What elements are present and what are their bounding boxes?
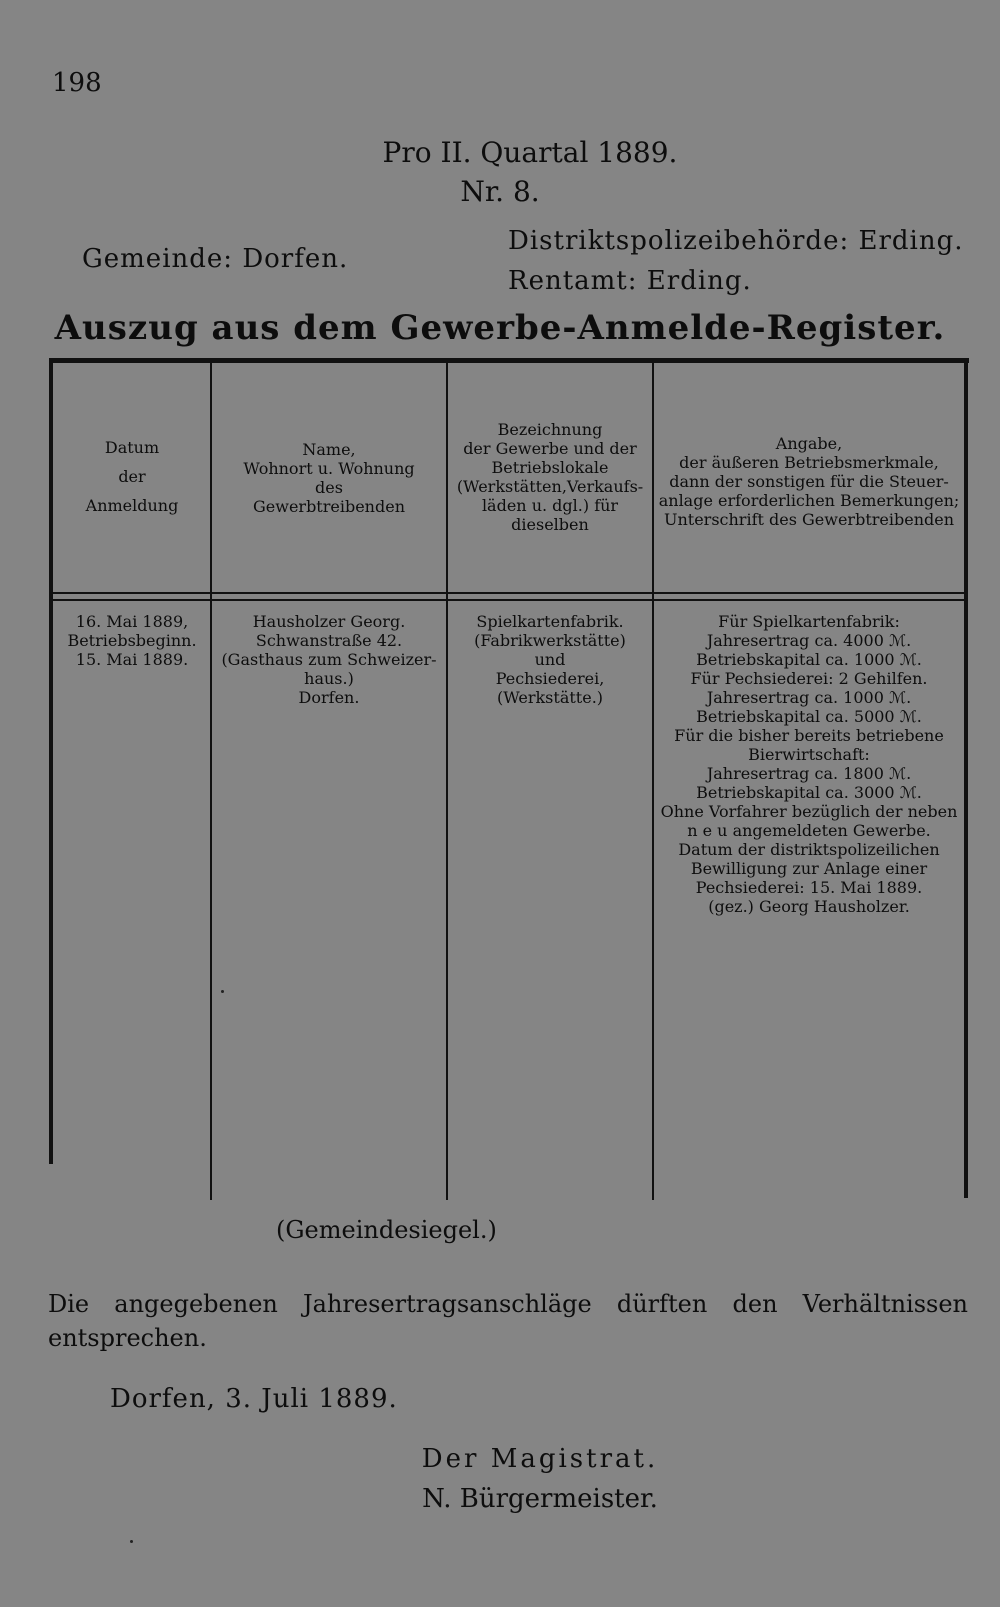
header-rule-2 — [53, 599, 964, 601]
cell-name-line: haus.) — [304, 669, 354, 688]
header-business-line: (Werkstätten,Verkaufs- — [456, 477, 644, 496]
cell-business-line: Spielkartenfabrik. — [476, 612, 624, 631]
cell-remarks-line: Bewilligung zur Anlage einer — [690, 859, 928, 878]
cell-remarks-line: Für Pechsiederei: 2 Gehilfen. — [690, 669, 928, 688]
ink-speck — [221, 990, 224, 993]
column-divider-2 — [446, 362, 448, 1200]
cell-remarks — [656, 612, 962, 916]
gemeinde-label: Gemeinde: Dorfen. — [82, 244, 349, 274]
table-left-border — [49, 358, 53, 1164]
header-name-line: Gewerbtreibenden — [253, 497, 405, 516]
cell-remarks-line: Bierwirtschaft: — [748, 745, 870, 764]
cell-date — [56, 612, 208, 669]
cell-remarks-line: Jahresertrag ca. 1000 ℳ. — [706, 688, 912, 707]
header-business-line: Bezeichnung — [497, 420, 603, 439]
cell-remarks-line: Datum der distriktspolizeilichen — [678, 840, 940, 859]
cell-business-line: (Werkstätte.) — [496, 688, 604, 707]
district-authority: Distriktspolizeibehörde: Erding. — [508, 226, 964, 256]
cell-name-line: Hausholzer Georg. — [252, 612, 406, 631]
cell-date-line: Betriebsbeginn. — [67, 631, 197, 650]
cell-remarks-line: (gez.) Georg Hausholzer. — [708, 897, 910, 916]
cell-name-line: (Gasthaus zum Schweizer- — [221, 650, 437, 669]
header-business — [450, 420, 650, 534]
header-business-line: der Gewerbe und der — [463, 439, 637, 458]
header-remarks-line: Angabe, — [775, 434, 843, 453]
place-and-date: Dorfen, 3. Juli 1889. — [110, 1384, 398, 1414]
municipal-seal-note: (Gemeindesiegel.) — [276, 1216, 497, 1244]
mayor-signature: N. Bürgermeister. — [422, 1484, 658, 1514]
header-date-line: der — [118, 467, 146, 486]
header-business-line: Betriebslokale — [491, 458, 609, 477]
header-remarks-line: dann der sonstigen für die Steuer- — [669, 472, 949, 491]
header-date — [56, 438, 208, 515]
cell-remarks-line: Ohne Vorfahrer bezüglich der neben — [660, 802, 958, 821]
cell-business-line: Pechsiederei, — [495, 669, 605, 688]
cell-date-line: 15. Mai 1889. — [75, 650, 189, 669]
header-name-line: des — [315, 478, 343, 497]
cell-name — [214, 612, 444, 707]
cell-date-line: 16. Mai 1889, — [75, 612, 189, 631]
header-business-line: dieselben — [511, 515, 589, 534]
cell-remarks-line: Betriebskapital ca. 3000 ℳ. — [696, 783, 922, 802]
header-date-line: Anmeldung — [85, 496, 179, 515]
rentamt-label: Rentamt: Erding. — [508, 266, 752, 296]
quarter-heading: Pro II. Quartal 1889. — [382, 136, 678, 169]
column-divider-1 — [210, 362, 212, 1200]
header-remarks-line: der äußeren Betriebsmerkmale, — [679, 453, 939, 472]
page-number: 198 — [52, 68, 102, 98]
column-divider-3 — [652, 362, 654, 1200]
table-top-rule — [49, 358, 969, 363]
record-number: Nr. 8. — [460, 175, 540, 208]
header-remarks — [656, 434, 962, 529]
header-name — [214, 440, 444, 516]
header-remarks-line: Unterschrift des Gewerbtreibenden — [663, 510, 955, 529]
cell-remarks-line: Für die bisher bereits betriebene — [674, 726, 944, 745]
cell-remarks-line: n e u angemeldeten Gewerbe. — [687, 821, 931, 840]
table-right-border — [964, 358, 968, 1198]
cell-remarks-line: Jahresertrag ca. 1800 ℳ. — [706, 764, 912, 783]
ink-speck — [130, 1540, 133, 1543]
authority-signature: Der Magistrat. — [421, 1444, 659, 1474]
cell-business — [450, 612, 650, 707]
cell-business-line: (Fabrikwerkstätte) — [474, 631, 626, 650]
header-business-line: läden u. dgl.) für — [481, 496, 619, 515]
cell-remarks-line: Pechsiederei: 15. Mai 1889. — [695, 878, 923, 897]
header-name-line: Wohnort u. Wohnung — [243, 459, 415, 478]
header-remarks-line: anlage erforderlichen Bemerkungen; — [658, 491, 960, 510]
header-name-line: Name, — [302, 440, 356, 459]
header-rule-1 — [53, 592, 964, 594]
header-date-line: Datum — [104, 438, 160, 457]
cell-name-line: Dorfen. — [298, 688, 360, 707]
cell-business-line: und — [534, 650, 566, 669]
remark-paragraph: Die angegebenen Jahresertragsanschläge dürften den Verhältnissen entsprechen. — [48, 1290, 968, 1352]
cell-remarks-line: Für Spielkartenfabrik: — [718, 612, 900, 631]
cell-name-line: Schwanstraße 42. — [255, 631, 403, 650]
cell-remarks-line: Betriebskapital ca. 5000 ℳ. — [696, 707, 922, 726]
cell-remarks-line: Betriebskapital ca. 1000 ℳ. — [696, 650, 922, 669]
register-title: Auszug aus dem Gewerbe-Anmelde-Register. — [54, 308, 946, 348]
cell-remarks-line: Jahresertrag ca. 4000 ℳ. — [706, 631, 912, 650]
